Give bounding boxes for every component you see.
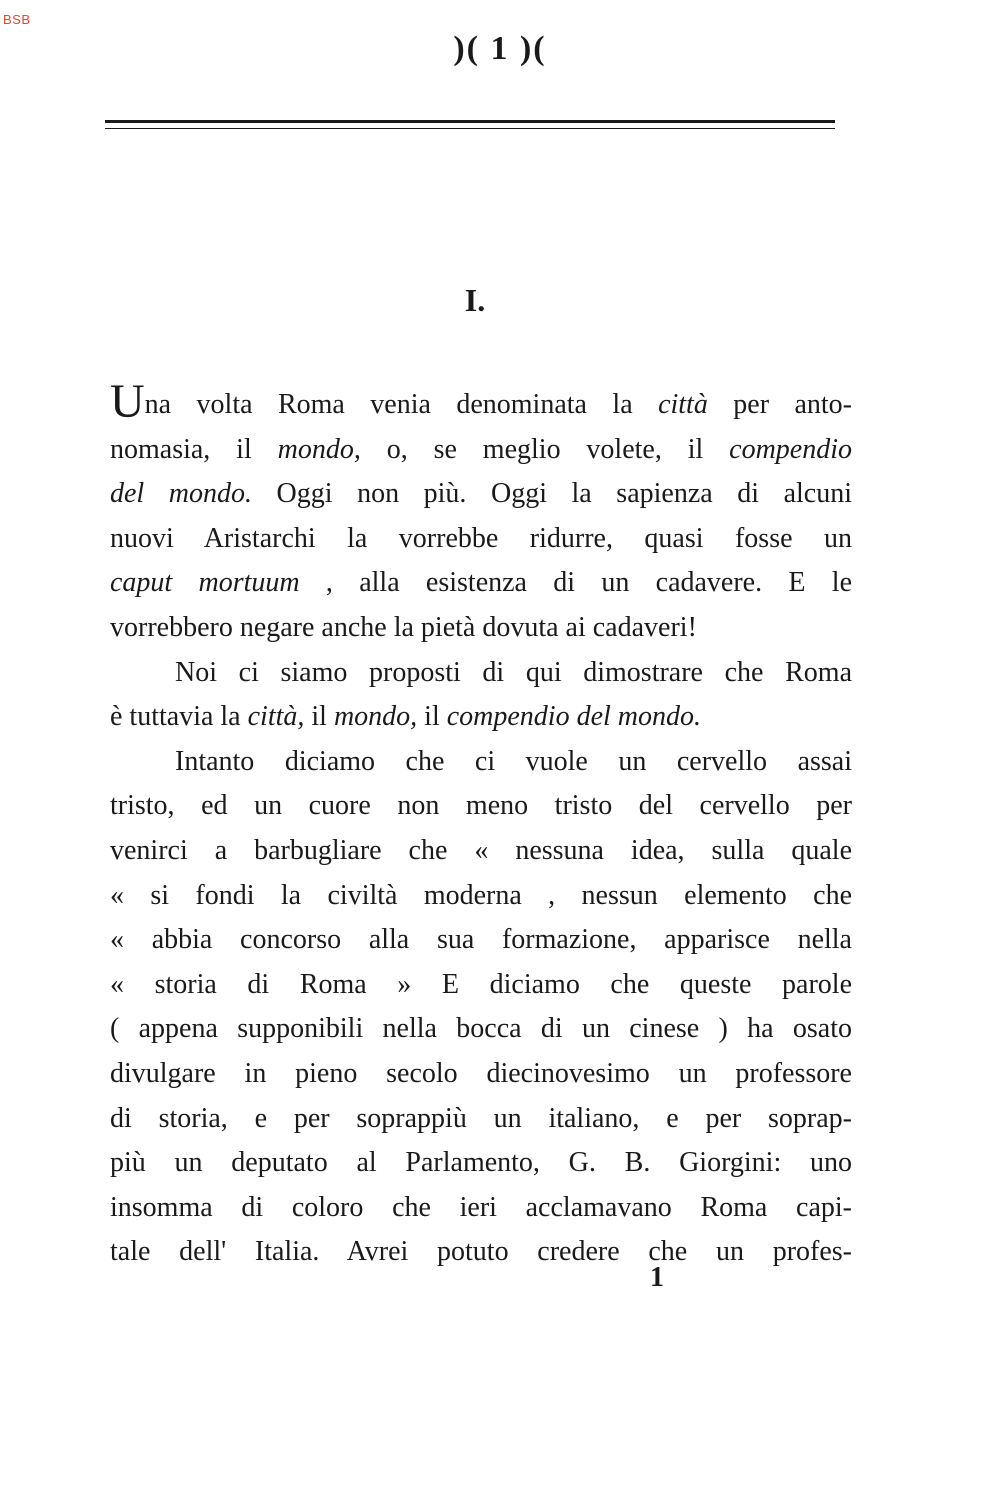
text-line xyxy=(110,784,852,829)
text-line xyxy=(110,1007,852,1052)
text-run: è tuttavia la xyxy=(110,701,248,733)
text-line xyxy=(110,1097,852,1142)
text-run: na volta Roma venia denominata la xyxy=(144,389,659,420)
text-line xyxy=(110,740,852,785)
text-line xyxy=(110,963,852,1008)
text-run: mondo, xyxy=(333,701,418,733)
text-line xyxy=(110,651,852,696)
text-run: compendio xyxy=(729,433,853,465)
running-head: )( 1 )( xyxy=(453,30,547,67)
signature-mark: 1 xyxy=(650,1262,664,1293)
text-run: per anto- xyxy=(707,389,852,420)
text-run: tristo, ed un cuore non meno tristo del cervello per xyxy=(110,790,852,822)
text-line xyxy=(110,606,852,651)
text-run: Intanto diciamo che ci vuole un cervello assai xyxy=(175,745,852,777)
text-run: città, xyxy=(247,701,305,733)
text-run: divulgare in pieno secolo diecinovesimo un professore xyxy=(110,1057,852,1089)
text-run: insomma di coloro che ieri acclamavano Roma capi- xyxy=(110,1191,852,1223)
text-line xyxy=(110,472,852,517)
text-run: caput mortuum xyxy=(110,567,300,599)
text-run: tale dell' Italia. Avrei potuto credere che un profes- xyxy=(110,1236,852,1268)
text-line xyxy=(110,1141,852,1186)
text-line xyxy=(110,874,852,919)
text-run: il xyxy=(304,701,334,733)
chapter-number: I. xyxy=(464,282,486,318)
text-run: « si fondi la civiltà moderna , nessun elemento che xyxy=(110,879,852,911)
text-line xyxy=(110,829,852,874)
text-run: di storia, e per soprappiù un italiano, e per soprap- xyxy=(110,1102,852,1134)
text-line xyxy=(110,695,852,740)
text-run: venirci a barbugliare che « nessuna idea, sulla quale xyxy=(110,834,852,866)
text-run: del mondo. xyxy=(110,478,252,510)
text-run: Oggi non più. Oggi la sapienza di alcuni xyxy=(251,478,852,510)
text-run: nuovi Aristarchi la vorrebbe ridurre, quasi fosse un xyxy=(110,522,852,554)
text-run: città xyxy=(658,389,708,420)
text-run: nomasia, il xyxy=(110,433,278,465)
text-run: « abbia concorso alla sua formazione, apparisce nella xyxy=(110,924,852,956)
text-run: mondo, xyxy=(277,433,361,465)
text-run: « storia di Roma » E diciamo che queste parole xyxy=(110,968,852,1000)
text-line xyxy=(110,517,852,562)
text-run: vorrebbero negare anche la pietà dovuta ai cadaveri! xyxy=(110,611,697,643)
text-run: o, se meglio volete, il xyxy=(360,433,730,465)
text-line xyxy=(110,428,852,473)
text-run: , alla esistenza di un cadavere. E le xyxy=(299,567,853,599)
text-line xyxy=(110,1230,852,1275)
text-line xyxy=(110,561,852,606)
body-text xyxy=(110,375,853,1275)
text-line xyxy=(110,375,852,428)
header-rule-thick xyxy=(105,120,835,123)
drop-cap: U xyxy=(110,375,145,428)
text-run: compendio del mondo. xyxy=(446,701,702,733)
text-run: ( appena supponibili nella bocca di un cinese ) ha osato xyxy=(110,1013,852,1045)
text-run: Noi ci siamo proposti di qui dimostrare che Roma xyxy=(175,656,852,688)
text-run: più un deputato al Parlamento, G. B. Giorgini: uno xyxy=(110,1147,852,1179)
text-line xyxy=(110,918,852,963)
text-line xyxy=(110,1186,852,1231)
header-rule-thin xyxy=(105,128,835,129)
text-run: il xyxy=(417,701,447,733)
library-watermark: BSB xyxy=(3,12,31,27)
text-line xyxy=(110,1052,852,1097)
